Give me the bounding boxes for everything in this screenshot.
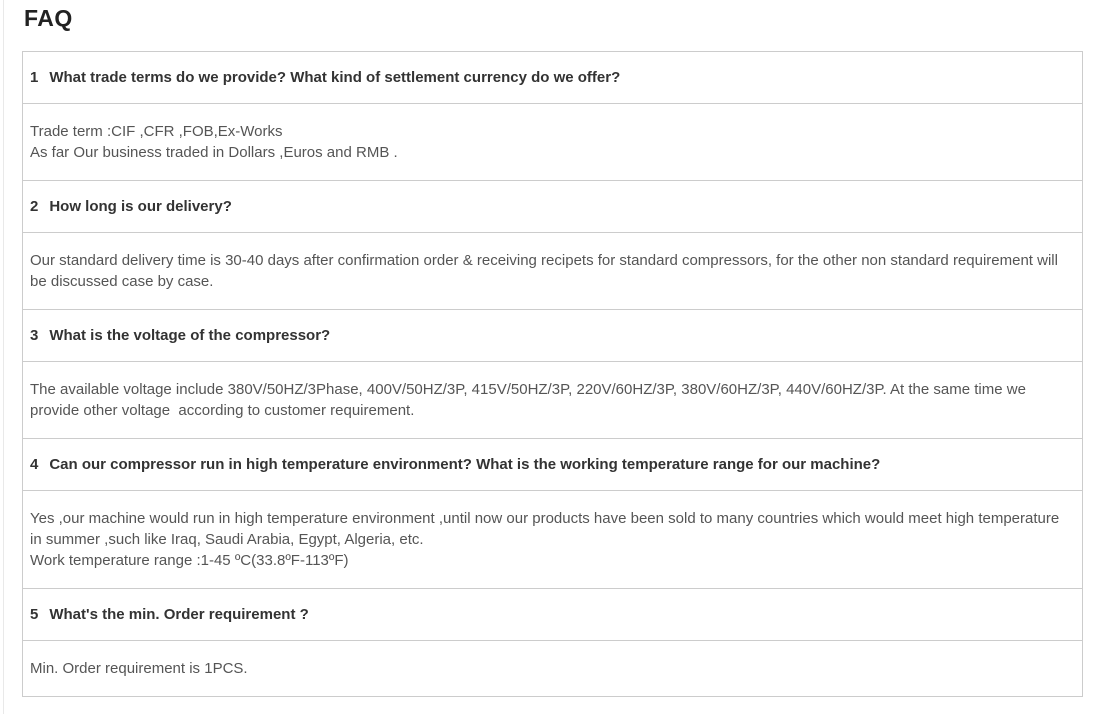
faq-answer-row (23, 233, 1082, 310)
page-title: FAQ (24, 5, 73, 31)
faq-question-row (23, 310, 1082, 362)
faq-question-text: How long is our delivery? (49, 198, 232, 215)
faq-question-number: 5 (30, 606, 39, 623)
faq-answer-row (23, 491, 1082, 589)
faq-table (22, 51, 1083, 697)
faq-answer-row (23, 362, 1082, 439)
faq-question-row (23, 181, 1082, 233)
faq-question-text: Can our compressor run in high temperature environment? What is the working temperature range for our machine? (49, 456, 881, 473)
faq-answer-line: Min. Order requirement is 1PCS. (30, 660, 248, 677)
faq-question-text: What trade terms do we provide? What kind of settlement currency do we offer? (49, 69, 621, 86)
faq-question-row (23, 439, 1082, 491)
faq-question-row (23, 52, 1082, 104)
faq-answer-line: The available voltage include 380V/50HZ/3Phase, 400V/50HZ/3P, 415V/50HZ/3P, 220V/60HZ/3P, 380V/60HZ/3P, 440V/60HZ/3P. At the same time we provide other voltage according to customer requirement. (30, 381, 1031, 419)
faq-answer-line: Trade term :CIF ,CFR ,FOB,Ex-Works (30, 123, 283, 140)
faq-answer-line: Yes ,our machine would run in high temperature environment ,until now our products have been sold to many countries which would meet high temperature in summer ,such like Iraq, Saudi Arabia, Egypt, Algeria, etc. (30, 510, 1064, 548)
faq-question-number: 1 (30, 69, 39, 86)
faq-answer-line: As far Our business traded in Dollars ,Euros and RMB . (30, 144, 398, 161)
faq-answer-row (23, 104, 1082, 181)
faq-question-number: 3 (30, 327, 39, 344)
faq-question-text: What's the min. Order requirement ? (49, 606, 309, 623)
faq-question-number: 4 (30, 456, 39, 473)
faq-answer-line: Work temperature range :1-45 ºC(33.8ºF-113ºF) (30, 552, 349, 569)
faq-question-text: What is the voltage of the compressor? (49, 327, 331, 344)
faq-answer-line: Our standard delivery time is 30-40 days after confirmation order & receiving recipets for standard compressors, for the other non standard requirement will be discussed case by case. (30, 252, 1063, 290)
faq-question-row (23, 589, 1082, 641)
faq-question-number: 2 (30, 198, 39, 215)
faq-answer-row (23, 641, 1082, 696)
page-left-border (3, 0, 4, 714)
